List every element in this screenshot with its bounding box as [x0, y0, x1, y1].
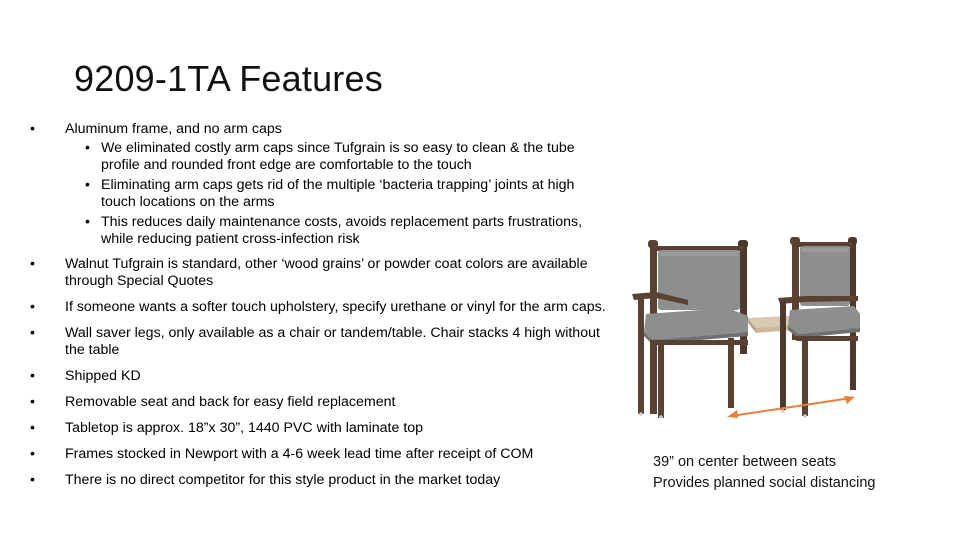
list-item: [30, 325, 610, 359]
sub-list: [65, 140, 610, 248]
bullet-text: There is no direct competitor for this style product in the market today: [65, 472, 501, 488]
bullet-text: Wall saver legs, only available as a chair or tandem/table. Chair stacks 4 high without the table: [65, 325, 600, 358]
list-item: [30, 121, 610, 248]
list-item: [30, 472, 610, 489]
list-item: [30, 420, 610, 437]
bullet-text: Removable seat and back for easy field replacement: [65, 394, 396, 410]
bullet-text: Aluminum frame, and no arm caps: [65, 121, 282, 137]
list-item: [30, 368, 610, 385]
bullet-text: Tabletop is approx. 18”x 30”, 1440 PVC with laminate top: [65, 420, 424, 436]
caption-line: 39” on center between seats: [653, 454, 836, 470]
list-item: [30, 299, 610, 316]
bullet-text: Shipped KD: [65, 368, 141, 384]
caption-line: Provides planned social distancing: [653, 475, 876, 491]
feature-list: [30, 121, 610, 498]
sub-list-item: • Eliminating arm caps gets rid of the multiple ‘bacteria trapping’ joints at high touch locations on the arms: [65, 177, 610, 211]
sub-list-item: • This reduces daily maintenance costs, avoids replacement parts frustrations, while reducing patient cross-infection risk: [65, 214, 610, 248]
bullet-text: Walnut Tufgrain is standard, other ‘wood grains’ or powder coat colors are available through Special Quotes: [65, 256, 588, 289]
list-item: [30, 394, 610, 411]
bullet-text: Frames stocked in Newport with a 4-6 week lead time after receipt of COM: [65, 446, 534, 462]
bullet-text: If someone wants a softer touch upholstery, specify urethane or vinyl for the arm caps.: [65, 299, 606, 315]
dimension-arrow: [725, 392, 857, 422]
sub-list-item: • We eliminated costly arm caps since Tufgrain is so easy to clean & the tube profile and rounded front edge are comfortable to the touch: [65, 140, 610, 174]
slide-title: 9209-1TA Features: [74, 58, 383, 99]
spacing-caption: [653, 452, 875, 494]
list-item: [30, 446, 610, 463]
right-chair: [778, 237, 860, 418]
list-item: [30, 256, 610, 290]
